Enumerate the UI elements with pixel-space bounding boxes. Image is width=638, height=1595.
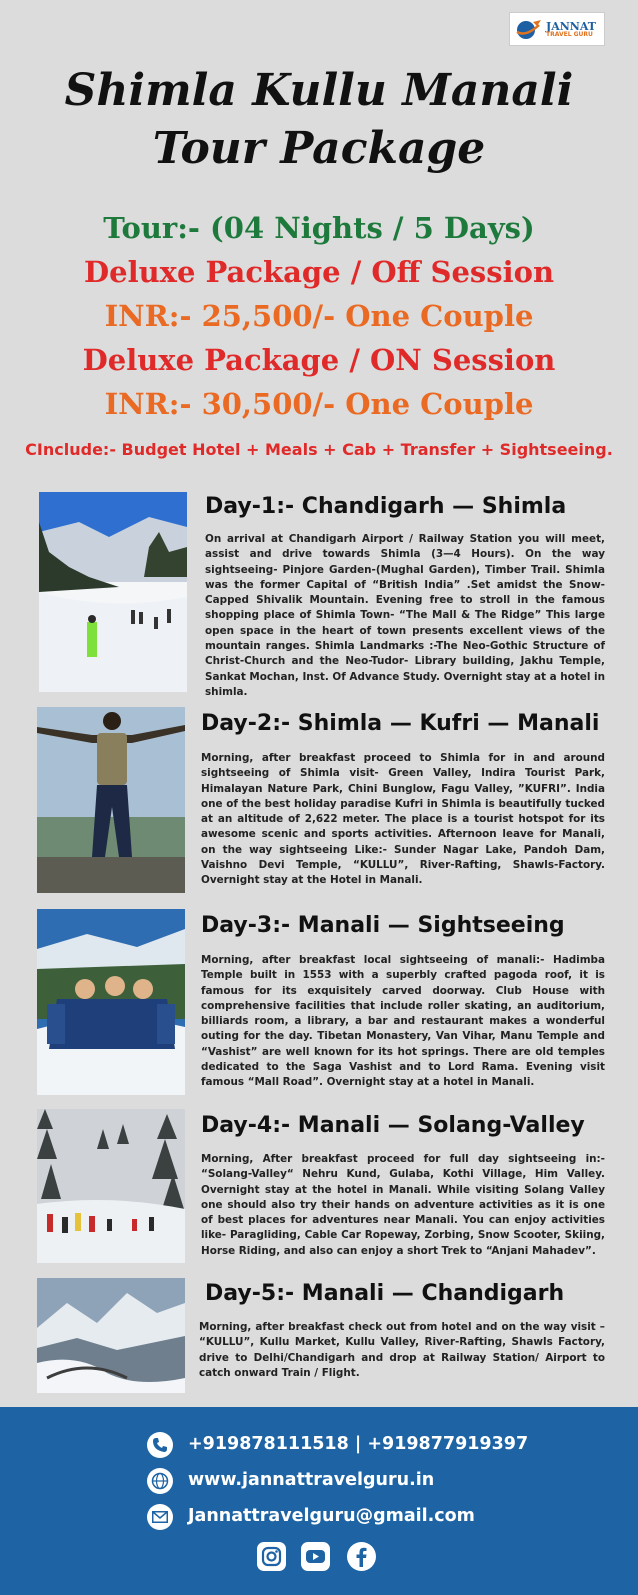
page-title-text: Shimla Kullu Manali Tour Package: [64, 65, 574, 174]
page-title: [0, 62, 638, 178]
day-3-title: Day-3:- Manali — Sightseeing: [201, 913, 565, 938]
day-3-description: Morning, after breakfast local sightseeing of manali:- Hadimba Temple built in 1553 with a superbly crafted pagoda roof, it is famous for its exquisitely carved doorway. Club House with comprehensive facilities that include roller skating, an auditorium, billiards room, a library, a bar and restaurant makes a wonderful outing for the day. Tibetan Monastery, Van Vihar, Manu Temple and “Vashist” are well known for its hot springs. There are old temples dedicated to the Saga Vashist and to Lord Rama. Evening visit famous “Mall Road”. Overnight stay at a hotel in Manali.: [201, 954, 605, 1089]
instagram-icon[interactable]: [256, 1541, 287, 1572]
tour-duration: Tour:- (04 Nights / 5 Days): [103, 211, 535, 245]
phone-numbers[interactable]: +919878111518 | +919877919397: [188, 1434, 529, 1454]
off-session-package: Deluxe Package / Off Session: [83, 255, 555, 289]
day-4-description: Morning, After breakfast proceed for full day sightseeing in:- “Solang-Valley“ Nehru Kund, Gulaba, Kothi Village, Him Valley. Overnight stay at the hotel in Manali. While visiting Solang Valley one should also try their hands on adventure activities as it is one of best places for adventures near Manali. You can enjoy activities like- Paragliding, Cable Car Ropeway, Zorbing, Snow Scooter, Skiing, Horse Riding, and also can enjoy a short Trek to “Anjani Mahadev”.: [201, 1153, 605, 1257]
day-5-title: Day-5:- Manali — Chandigarh: [205, 1281, 565, 1306]
brand-name: JANNAT: [546, 19, 596, 33]
email-link[interactable]: Jannattravelguru@gmail.com: [188, 1506, 475, 1526]
day-2-description: Morning, after breakfast proceed to Shimla for in and around sightseeing of Shimla visit- Green Valley, Indira Tourist Park, Himalayan Nature Park, Chini Bunglow, Fagu Valley, ”KUFRI”. India one of the best holiday paradise Kufri in Shimla is beautifully tucked at an altitude of 2,622 meter. The place is a tourist hotspot for its awesome scenic and sports activities. Afternoon leave for Manali, on the way sightseeing Like:- Sunder Nagar Lake, Pandoh Dam, Vaishno Devi Temple, “KULLU”, River-Rafting, Shawls-Factory. Overnight stay at the Hotel in Manali.: [201, 752, 605, 887]
airplane-globe-icon: [513, 17, 543, 41]
youtube-icon[interactable]: [300, 1541, 331, 1572]
day-2-title: Day-2:- Shimla — Kufri — Manali: [201, 711, 600, 736]
brand-tagline: TRAVEL GURU: [546, 30, 593, 38]
brand-logo: [509, 12, 605, 46]
day-4-photo: [37, 1109, 185, 1263]
day-1-photo: [39, 492, 187, 692]
day-2-photo: [37, 707, 185, 893]
phone-icon: [147, 1432, 173, 1458]
globe-icon: [147, 1468, 173, 1494]
off-session-price: INR:- 25,500/- One Couple: [104, 299, 534, 333]
website-link[interactable]: www.jannattravelguru.in: [188, 1470, 435, 1490]
mail-icon: [147, 1504, 173, 1530]
day-4-title: Day-4:- Manali — Solang-Valley: [201, 1113, 585, 1138]
facebook-icon[interactable]: [346, 1541, 377, 1572]
inclusions: CInclude:- Budget Hotel + Meals + Cab + Transfer + Sightseeing.: [25, 440, 613, 459]
on-session-package: Deluxe Package / ON Session: [82, 343, 556, 377]
on-session-price: INR:- 30,500/- One Couple: [104, 387, 534, 421]
day-5-photo: [37, 1278, 185, 1393]
day-5-description: Morning, after breakfast check out from hotel and on the way visit – “KULLU”, Kullu Market, Kullu Valley, River-Rafting, Shawls Factory, drive to Delhi/Chandigarh and drop at Railway Station/ Airport to catch onward Train / Flight.: [199, 1321, 605, 1379]
day-1-description: On arrival at Chandigarh Airport / Railway Station you will meet, assist and drive towards Shimla (3—4 Hours). On the way sightseeing- Pinjore Garden-(Mughal Garden), Timber Trail. Shimla was the former Capital of “British India” .Set amidst the Snow-Capped Shivalik Mountain. Evening free to stroll in the famous shopping place of Shimla Town- “The Mall & The Ridge” This large open space in the heart of town presents excellent views of the mountain ranges. Shimla Landmarks :-The Neo-Gothic Structure of Christ-Church and the Neo-Tudor- Library building, Jakhu Temple, Sankat Mochan, Inst. Of Advance Study. Overnight stay at a hotel in shimla.: [205, 533, 605, 698]
day-3-photo: [37, 909, 185, 1095]
day-1-title: Day-1:- Chandigarh — Shimla: [205, 494, 567, 519]
